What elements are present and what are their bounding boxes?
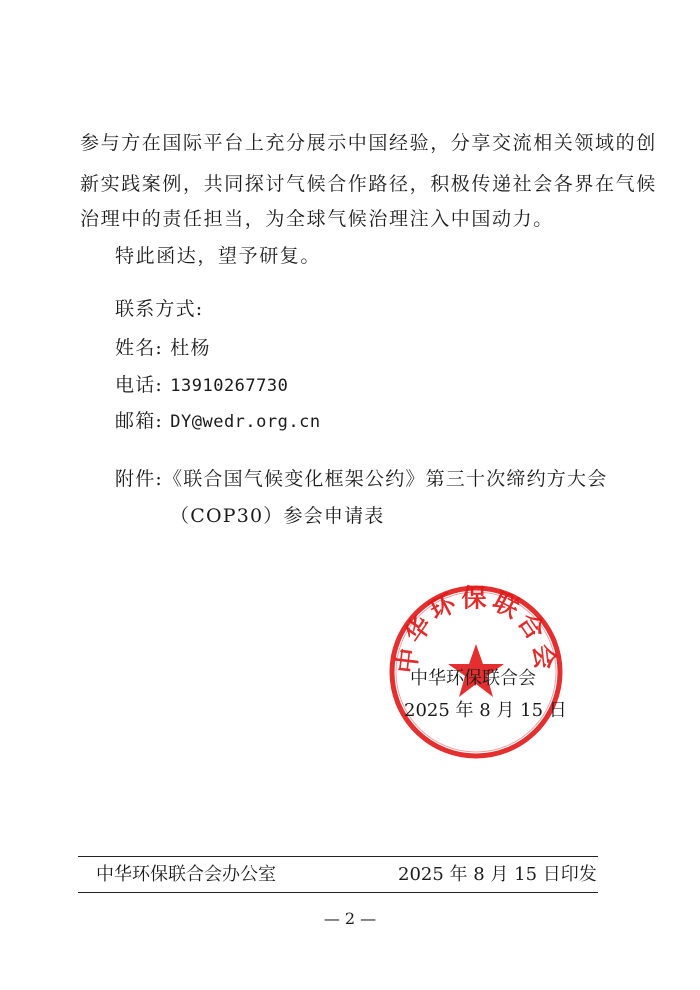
closing-line: 特此函达，望予研复。 [115,245,322,267]
footer-bottom-rule [78,892,598,893]
signature-date: 2025 年 8 月 15 日 [404,700,567,721]
footer-issuer: 中华环保联合会办公室 [96,864,276,885]
contact-name: 姓名: 杜杨 [115,337,211,359]
footer-issue-date: 2025 年 8 月 15 日印发 [398,864,597,885]
contact-email-label: 邮箱: [115,410,164,432]
footer-top-rule [78,856,598,857]
contact-email-value: DY@wedr.org.cn [170,412,321,432]
page-number: — 2 — [323,909,377,928]
body-line-1: 参与方在国际平台上充分展示中国经验，分享交流相关领域的创 [80,132,657,154]
body-line-3: 治理中的责任担当，为全球气候治理注入中国动力。 [80,208,554,230]
contact-phone [115,374,288,397]
contact-phone-value: 13910267730 [170,376,289,396]
body-line-2: 新实践案例，共同探讨气候合作路径，积极传递社会各界在气候 [80,173,657,195]
contact-heading: 联系方式: [115,298,204,320]
signature-org: 中华环保联合会 [410,668,536,689]
attachment-line-1: 附件:《联合国气候变化框架公约》第三十次缔约方大会 [115,468,608,490]
attachment-line-2: （COP30）参会申请表 [170,505,385,527]
contact-phone-label: 电话: [115,374,164,396]
seal-text: 中华环保联合会 [391,583,561,675]
contact-email [115,410,321,433]
